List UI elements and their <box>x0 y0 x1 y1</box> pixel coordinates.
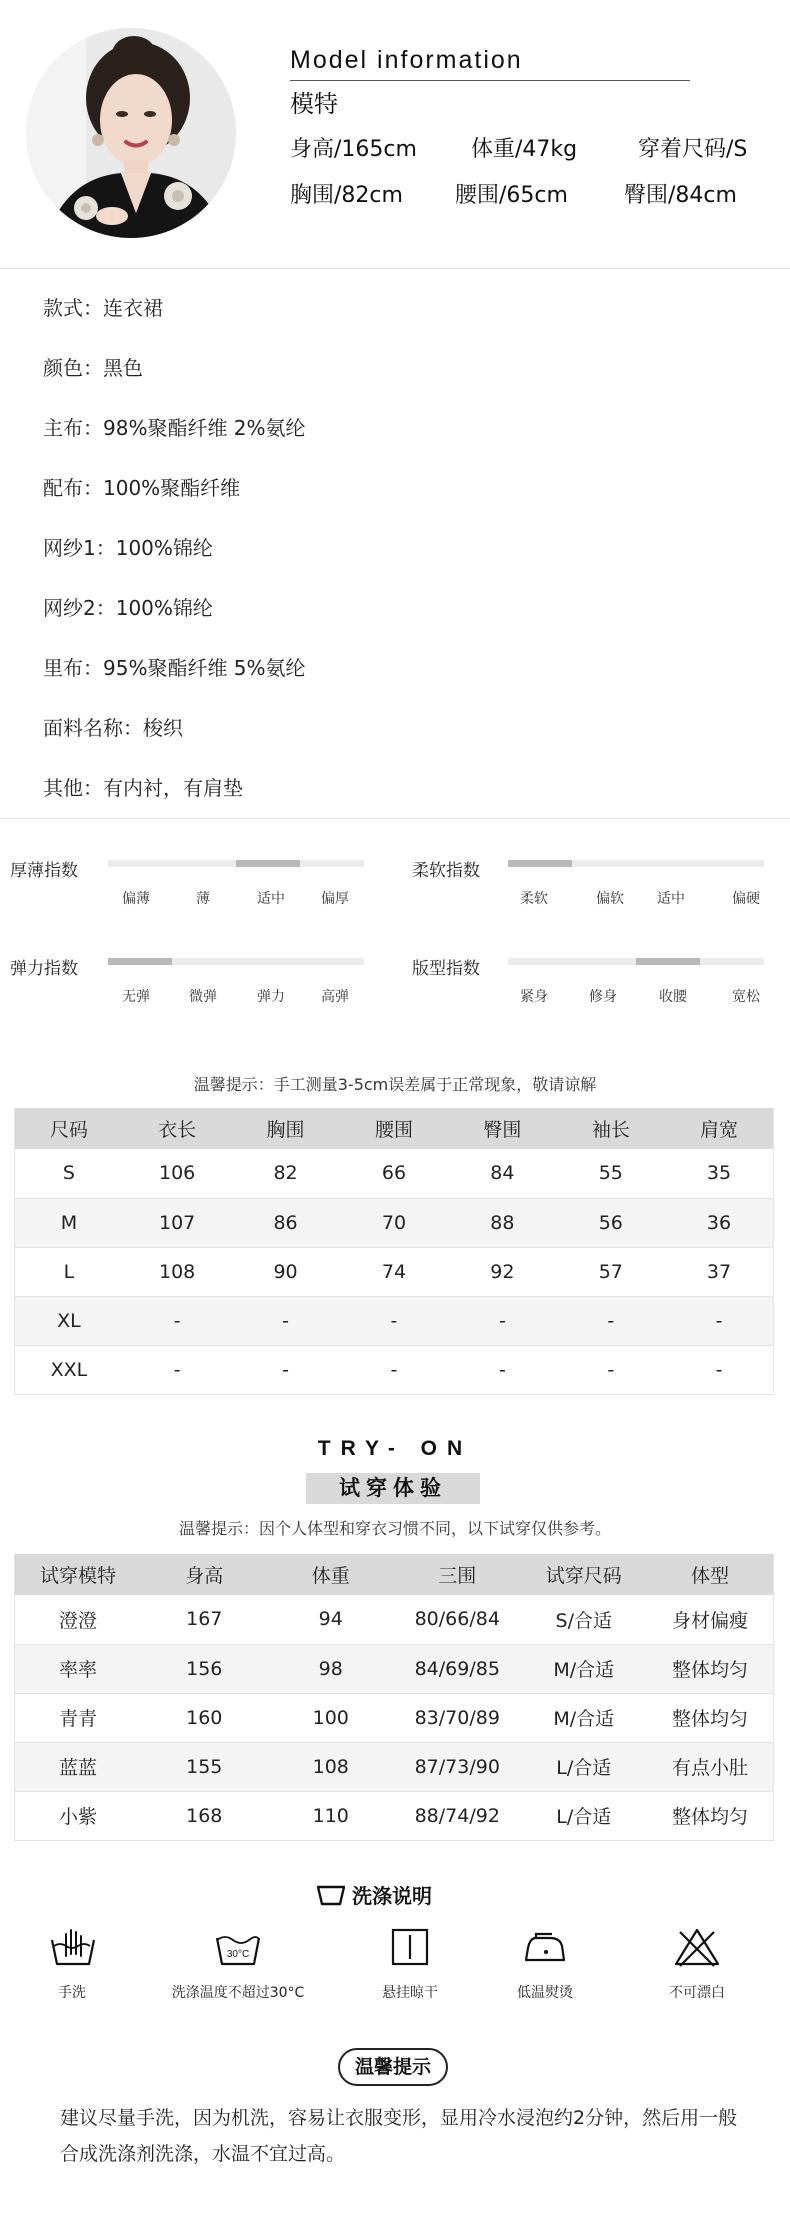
table-cell: 84/69/85 <box>394 1644 521 1693</box>
table-header: 袖长 <box>557 1108 665 1149</box>
table-cell: 有点小肚 <box>647 1742 774 1791</box>
table-cell: 90 <box>231 1247 339 1296</box>
table-header: 臀围 <box>448 1108 556 1149</box>
table-header: 衣长 <box>123 1108 231 1149</box>
index-name: 柔软指数 <box>412 861 480 881</box>
model-hip: 臀围/84cm <box>624 183 737 208</box>
table-cell: 整体均匀 <box>647 1791 774 1840</box>
table-cell: - <box>557 1345 665 1394</box>
material-lining: 里布：95%聚酯纤维 5%氨纶 <box>43 656 306 680</box>
table-header: 胸围 <box>231 1108 339 1149</box>
wash-label: 手洗 <box>58 1985 86 2001</box>
index-label: 高弹 <box>321 989 349 1005</box>
table-cell: 98 <box>268 1644 395 1693</box>
model-title-underline <box>290 80 690 81</box>
table-cell: 156 <box>141 1644 268 1693</box>
table-cell: S/合适 <box>521 1595 648 1644</box>
table-header: 肩宽 <box>665 1108 773 1149</box>
table-cell: - <box>231 1345 339 1394</box>
table-cell: - <box>448 1296 556 1345</box>
table-cell: 82 <box>231 1149 339 1198</box>
table-cell: 蓝蓝 <box>15 1742 142 1791</box>
wash-30-icon <box>213 1926 263 1968</box>
index-track <box>108 860 364 867</box>
table-cell: 167 <box>141 1595 268 1644</box>
table-cell: 100 <box>268 1693 395 1742</box>
table-cell: - <box>340 1296 448 1345</box>
material-fabric-name: 面料名称：梭织 <box>43 716 183 740</box>
table-cell: 35 <box>665 1149 773 1198</box>
table-cell: - <box>123 1345 231 1394</box>
table-cell: 88/74/92 <box>394 1791 521 1840</box>
table-cell: 87/73/90 <box>394 1742 521 1791</box>
material-mesh-2: 网纱2：100%锦纶 <box>43 596 213 620</box>
wash-label: 不可漂白 <box>669 1985 725 2001</box>
table-cell: 92 <box>448 1247 556 1296</box>
table-cell: 168 <box>141 1791 268 1840</box>
table-row <box>15 1742 774 1791</box>
model-photo <box>26 28 236 238</box>
model-size: 穿着尺码/S <box>638 137 748 162</box>
tryon-table <box>14 1554 774 1841</box>
table-cell: 155 <box>141 1742 268 1791</box>
index-selected-segment <box>508 860 572 867</box>
table-cell: - <box>665 1296 773 1345</box>
tip-text: 建议尽量手洗，因为机洗，容易让衣服变形，显用冷水浸泡约2分钟，然后用一般合成洗涤剂洗涤，水温不宜过高。 <box>60 2107 738 2165</box>
wash-tub-icon <box>316 1883 346 1907</box>
model-waist: 腰围/65cm <box>455 183 568 208</box>
index-label: 偏厚 <box>321 891 349 907</box>
table-cell: XXL <box>15 1345 123 1394</box>
table-header: 腰围 <box>340 1108 448 1149</box>
index-label: 薄 <box>196 891 210 907</box>
table-row <box>15 1345 774 1394</box>
table-cell: - <box>448 1345 556 1394</box>
table-header: 体重 <box>268 1554 395 1595</box>
tryon-title-cn: 试穿体验 <box>306 1473 480 1504</box>
table-cell: M <box>15 1198 123 1247</box>
size-table <box>14 1108 774 1395</box>
table-cell: 整体均匀 <box>647 1693 774 1742</box>
table-cell: 澄澄 <box>15 1595 142 1644</box>
model-info-section <box>0 0 790 268</box>
table-row <box>15 1296 774 1345</box>
table-cell: 66 <box>340 1149 448 1198</box>
material-other: 其他：有内衬，有肩垫 <box>43 776 243 800</box>
table-cell: 108 <box>123 1247 231 1296</box>
table-header: 身高 <box>141 1554 268 1595</box>
table-cell: 88 <box>448 1198 556 1247</box>
table-cell: 70 <box>340 1198 448 1247</box>
index-track <box>108 958 364 965</box>
table-cell: L <box>15 1247 123 1296</box>
table-cell: - <box>340 1345 448 1394</box>
table-header: 试穿模特 <box>15 1554 142 1595</box>
index-selected-segment <box>108 958 172 965</box>
table-row <box>15 1791 774 1840</box>
table-cell: 108 <box>268 1742 395 1791</box>
table-cell: 94 <box>268 1595 395 1644</box>
table-cell: S <box>15 1149 123 1198</box>
index-name: 版型指数 <box>412 959 480 979</box>
table-row <box>15 1198 774 1247</box>
material-main: 主布：98%聚酯纤维 2%氨纶 <box>43 416 306 440</box>
table-cell: 57 <box>557 1247 665 1296</box>
index-label: 微弹 <box>189 989 217 1005</box>
section-divider <box>0 268 790 269</box>
table-cell: 84 <box>448 1149 556 1198</box>
index-name: 弹力指数 <box>10 959 78 979</box>
table-cell: 80/66/84 <box>394 1595 521 1644</box>
table-cell: - <box>123 1296 231 1345</box>
material-secondary: 配布：100%聚酯纤维 <box>43 476 241 500</box>
table-row <box>15 1149 774 1198</box>
section-divider <box>0 818 790 819</box>
wash-30-icon-text: 30°C <box>226 1949 250 1960</box>
table-cell: M/合适 <box>521 1644 648 1693</box>
wash-label: 低温熨烫 <box>517 1985 573 2001</box>
table-cell: 107 <box>123 1198 231 1247</box>
table-cell: 110 <box>268 1791 395 1840</box>
index-label: 偏软 <box>596 891 624 907</box>
index-selected-segment <box>636 958 700 965</box>
table-cell: 106 <box>123 1149 231 1198</box>
washing-title: 洗涤说明 <box>352 1884 432 1908</box>
index-label: 偏硬 <box>732 891 760 907</box>
index-label: 无弹 <box>122 989 150 1005</box>
table-cell: 青青 <box>15 1693 142 1742</box>
table-header-row <box>15 1108 774 1149</box>
index-label: 宽松 <box>732 989 760 1005</box>
table-row <box>15 1595 774 1644</box>
index-label: 偏薄 <box>122 891 150 907</box>
table-cell: 小紫 <box>15 1791 142 1840</box>
index-label: 适中 <box>257 891 285 907</box>
index-name: 厚薄指数 <box>10 861 78 881</box>
table-cell: 36 <box>665 1198 773 1247</box>
table-cell: 身材偏瘦 <box>647 1595 774 1644</box>
table-cell: L/合适 <box>521 1742 648 1791</box>
no-bleach-icon <box>672 1926 722 1968</box>
table-cell: 160 <box>141 1693 268 1742</box>
table-cell: - <box>665 1345 773 1394</box>
table-header: 体型 <box>647 1554 774 1595</box>
table-cell: 率率 <box>15 1644 142 1693</box>
index-label: 适中 <box>657 891 685 907</box>
index-label: 紧身 <box>520 989 548 1005</box>
table-cell: 83/70/89 <box>394 1693 521 1742</box>
model-avatar <box>26 28 236 238</box>
table-cell: 55 <box>557 1149 665 1198</box>
model-bust: 胸围/82cm <box>290 183 403 208</box>
table-cell: L/合适 <box>521 1791 648 1840</box>
index-track <box>508 958 764 965</box>
table-cell: 整体均匀 <box>647 1644 774 1693</box>
table-cell: 37 <box>665 1247 773 1296</box>
tryon-title-en: TRY- ON <box>317 1437 473 1460</box>
index-track <box>508 860 764 867</box>
hand-wash-icon <box>48 1926 98 1968</box>
table-cell: 74 <box>340 1247 448 1296</box>
model-height: 身高/165cm <box>290 137 417 162</box>
material-mesh-1: 网纱1：100%锦纶 <box>43 536 213 560</box>
index-selected-segment <box>236 860 300 867</box>
table-row <box>15 1693 774 1742</box>
table-header: 三围 <box>394 1554 521 1595</box>
table-cell: 86 <box>231 1198 339 1247</box>
table-cell: - <box>231 1296 339 1345</box>
table-cell: XL <box>15 1296 123 1345</box>
size-table-note: 温馨提示：手工测量3-5cm误差属于正常现象，敬请谅解 <box>193 1075 597 1094</box>
model-title-cn: 模特 <box>290 90 338 118</box>
table-row <box>15 1644 774 1693</box>
model-title-en: Model information <box>290 46 523 74</box>
hang-dry-icon <box>385 1926 435 1968</box>
table-cell: M/合适 <box>521 1693 648 1742</box>
table-cell: 56 <box>557 1198 665 1247</box>
index-label: 柔软 <box>520 891 548 907</box>
model-weight: 体重/47kg <box>471 137 578 162</box>
material-style: 款式：连衣裙 <box>43 296 163 320</box>
tryon-note: 温馨提示：因个人体型和穿衣习惯不同，以下试穿仅供参考。 <box>178 1519 611 1538</box>
table-header: 试穿尺码 <box>521 1554 648 1595</box>
table-header: 尺码 <box>15 1108 123 1149</box>
table-header-row <box>15 1554 774 1595</box>
wash-label: 洗涤温度不超过30°C <box>171 1985 305 2001</box>
index-label: 收腰 <box>659 989 687 1005</box>
tip-title: 温馨提示 <box>338 2048 448 2086</box>
wash-label: 悬挂晾干 <box>382 1985 438 2001</box>
index-label: 修身 <box>589 989 617 1005</box>
table-cell: - <box>557 1296 665 1345</box>
index-label: 弹力 <box>257 989 285 1005</box>
low-iron-icon <box>520 1926 570 1968</box>
table-row <box>15 1247 774 1296</box>
material-color: 颜色：黑色 <box>43 356 143 380</box>
